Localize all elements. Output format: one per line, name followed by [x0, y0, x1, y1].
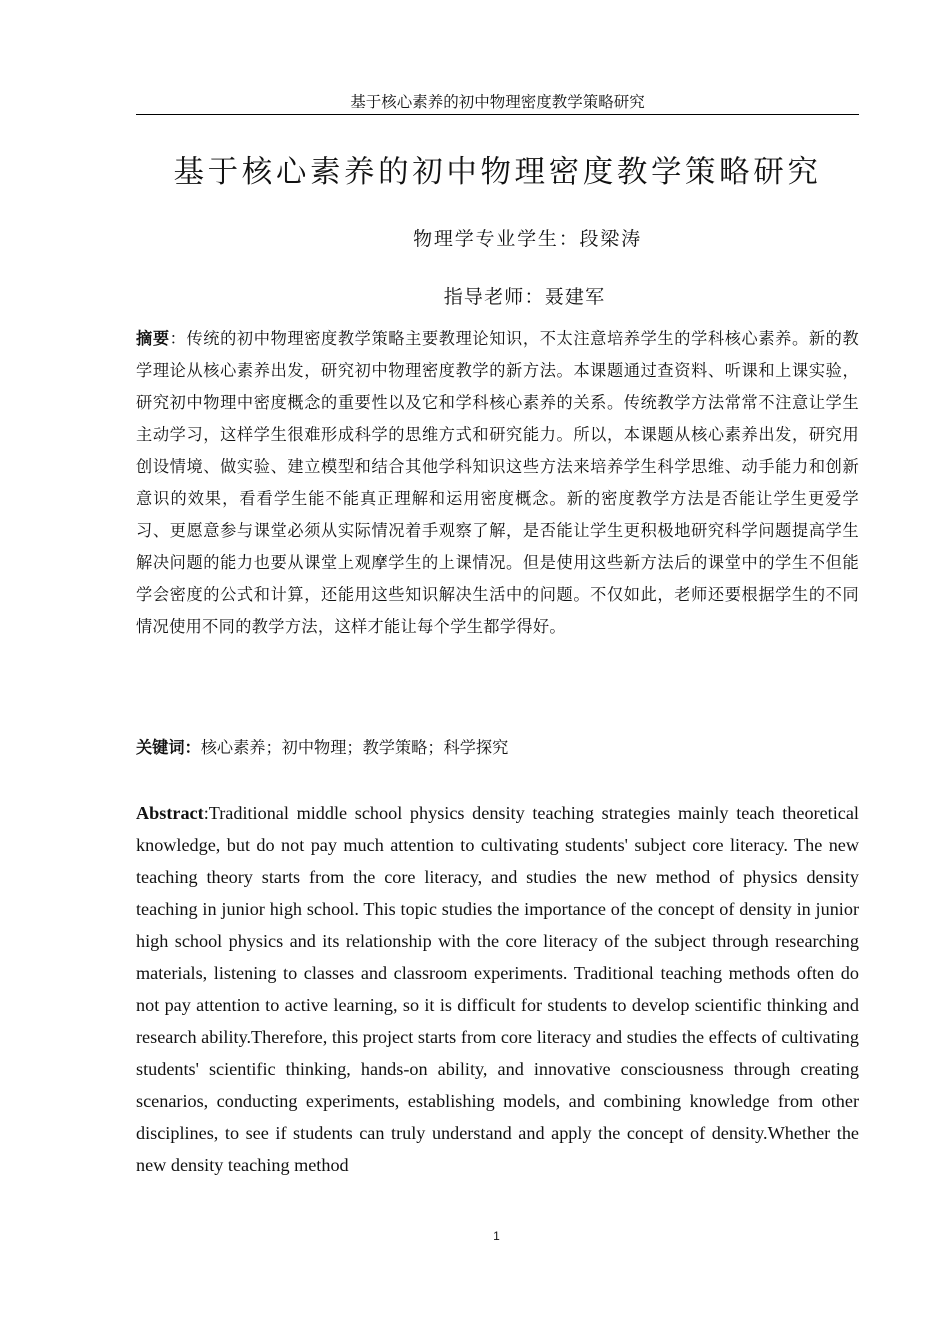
- running-header: 基于核心素养的初中物理密度教学策略研究: [350, 93, 645, 111]
- keywords-chinese: [136, 734, 859, 762]
- paper-title: 基于核心素养的初中物理密度教学策略研究: [173, 155, 822, 190]
- header-rule: [136, 114, 859, 115]
- abstract-en-text: Traditional middle school physics density teaching strategies mainly teach theoretical knowledge, but do not pay much attention to cultivating students' subject core literacy. The new teaching theory starts from the core literacy, and studies the new method of physics density teaching in junior high school. This topic studies the importance of the concept of density in junior high school physics and its relationship with the core literacy of the subject through researching materials, listening to classes and classroom experiments. Traditional teaching methods often do not pay attention to active learning, so it is difficult for students to develop scientific thinking and research ability.Therefore, this project starts from core literacy and studies the effects of cultivating students' scientific thinking, hands-on ability, and innovative consciousness through creating scenarios, conducting experiments, establishing models, and combining knowledge from other disciplines, to see if students can truly understand and apply the concept of density.Whether the new density teaching method: [136, 803, 859, 1175]
- abstract-cn-separator: ：: [169, 329, 187, 348]
- abstract-cn-label: 摘要: [136, 329, 170, 348]
- abstract-en-label: Abstract: [136, 803, 204, 823]
- abstract-chinese: [136, 323, 859, 643]
- abstract-en-separator: :: [203, 803, 209, 823]
- page-number: 1: [493, 1229, 500, 1243]
- abstract-cn-text: 传统的初中物理密度教学策略主要教理论知识，不太注意培养学生的学科核心素养。新的教学理论从核心素养出发，研究初中物理密度教学的新方法。本课题通过查资料、听课和上课实验，研究初中物理中密度概念的重要性以及它和学科核心素养的关系。传统教学方法常常不注意让学生主动学习，这样学生很难形成科学的思维方式和研究能力。所以，本课题从核心素养出发，研究用创设情境、做实验、建立模型和结合其他学科知识这些方法来培养学生科学思维、动手能力和创新意识的效果，看看学生能不能真正理解和运用密度概念。新的密度教学方法是否能让学生更爱学习、更愿意参与课堂必须从实际情况着手观察了解，是否能让学生更积极地研究科学问题提高学生解决问题的能力也要从课堂上观摩学生的上课情况。但是使用这些新方法后的课堂中的学生不但能学会密度的公式和计算，还能用这些知识解决生活中的问题。不仅如此，老师还要根据学生的不同情况使用不同的教学方法，这样才能让每个学生都学得好。: [136, 329, 859, 636]
- author-line: 物理学专业学生：段梁涛: [413, 228, 642, 250]
- abstract-english: [136, 797, 859, 1181]
- keywords-text: 核心素养；初中物理；教学策略；科学探究: [200, 738, 509, 757]
- advisor-line: 指导老师：聂建军: [443, 286, 606, 308]
- keywords-label: 关键词：: [136, 738, 201, 757]
